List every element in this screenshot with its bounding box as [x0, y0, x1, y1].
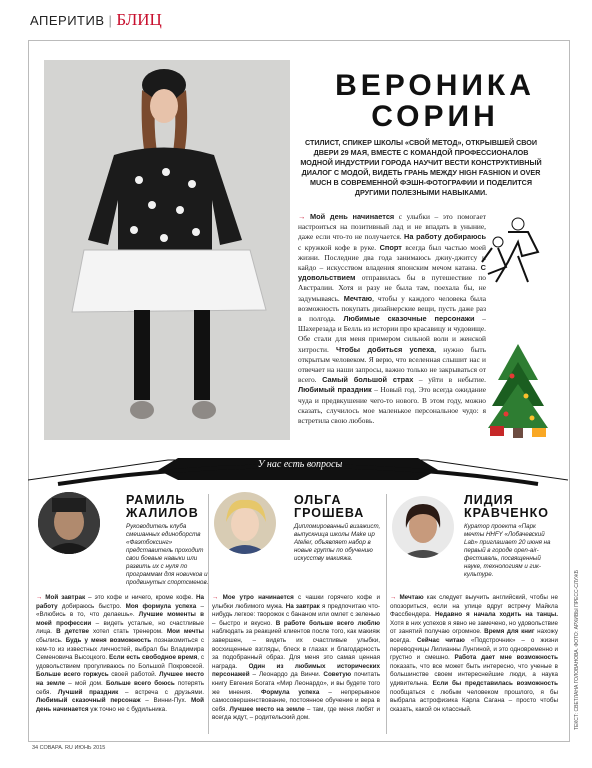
- avatar: [38, 492, 100, 554]
- body-text: – встреча с друзьями.: [118, 688, 204, 696]
- arrow-icon: →: [212, 594, 223, 601]
- body-text: – это кофе и ничего, кроме кофе.: [85, 594, 196, 601]
- body-text: с кружкой кофе в руке.: [298, 242, 380, 252]
- body-text: добираюсь быстро.: [57, 602, 126, 610]
- body-text: – там, где меня любят и всегда ждут, – родительский дом.: [212, 705, 380, 722]
- person-body: [390, 594, 558, 714]
- bold-phrase: Мой завтрак: [45, 594, 86, 601]
- bold-phrase: Один из любимых исторических персонажей: [212, 662, 380, 679]
- body-text: нахожу всегда.: [390, 628, 559, 644]
- body-text: сбылись.: [36, 636, 66, 644]
- bold-phrase: Мой день начинается: [36, 697, 204, 713]
- bold-phrase: Если есть свободное время: [108, 654, 198, 662]
- body-text: с чашки горячего кофе и улыбки любимого мужа.: [212, 594, 380, 610]
- bold-phrase: На завтрак: [285, 602, 320, 610]
- bold-phrase: Время для книг: [484, 628, 535, 636]
- bold-phrase: Если бы представилась возможность: [432, 679, 558, 687]
- site-name: СОВАРА. RU: [39, 745, 73, 751]
- person-name-line2: ЖАЛИЛОВ: [126, 506, 199, 520]
- hero-name: [300, 70, 570, 132]
- body-text: наблюдать за реакцией клиентов после того, как макияж завершен, – видеть их счастливые улыбки, восхищенные взгляды, блеск в глазах и благодарность за подобранный образ. Для меня это самая ценная награда.: [212, 628, 380, 670]
- hero-name-line2: СОРИН: [371, 100, 499, 133]
- bold-phrase: Больше всего горжусь: [36, 671, 109, 679]
- bold-phrase: На работу добираюсь: [404, 232, 487, 242]
- bold-phrase: Мой день начинается: [309, 212, 395, 221]
- section-label: АПЕРИТИВ: [30, 13, 105, 28]
- bold-phrase: Мое утро начинается: [222, 594, 294, 601]
- portrait-photo: [44, 60, 290, 440]
- divider: |: [108, 13, 113, 28]
- body-text: хотел стать тренером.: [89, 628, 167, 636]
- column-divider: [386, 494, 387, 734]
- bold-phrase: С удовольствием: [298, 263, 486, 283]
- column-divider: [208, 494, 209, 734]
- body-text: познакомиться с кем-то из известных личностей, выбрал бы Владимира Семеновича Высоцкого.: [36, 636, 204, 662]
- bold-phrase: Любимый сказочный персонаж: [36, 697, 141, 705]
- body-text: «Подстрочник» – о жизни переводчицы Лилианны Лунгиной, и это одновременно и грустно и смешно.: [390, 636, 558, 662]
- bold-phrase: Чтобы добиться успеха: [335, 344, 435, 354]
- body-text: всегда был частью моей жизни. Последние два года занимаюсь джиу-джитсу и кайдо – искусством владения японским мечом катана.: [298, 242, 487, 273]
- person-name-line1: РАМИЛЬ: [126, 493, 186, 507]
- person-name-line1: ОЛЬГА: [294, 493, 342, 507]
- person-body: [212, 594, 380, 723]
- body-text: , с удовольствием прогуливаюсь по Большой Покровской.: [36, 654, 205, 670]
- body-text: с улыбки – это помогает настроиться на позитивный лад и не впадать в уныние, даже если что-то не получается.: [298, 212, 487, 242]
- arrow-icon: →: [298, 212, 310, 221]
- hero-lead: СТИЛИСТ, СПИКЕР ШКОЛЫ «СВОЙ МЕТОД», ОТКРЫВШЕЙ СВОИ ДВЕРИ 29 МАЯ, ВМЕСТЕ С КОМАНДОЙ ПРОФЕССИОНАЛОВ МОДНОЙ ИНДУСТРИИ ГОРОДА НАУЧИТ ВЕСТИ КОНСТРУКТИВНЫЙ ДИАЛОГ С МОДОЙ, ВИДЕТЬ ГРАНЬ МЕЖДУ HIGH FASHION И OVER MUCH В СОВРЕМЕННОЙ ФЭШН-ФОТОГРАФИИ И ПОДЕЛИТСЯ ДРУГИМИ ПОЛЕЗНЫМИ НАВЫКАМИ.: [300, 138, 542, 197]
- hero-body: [298, 212, 486, 426]
- body-text: – Шахерезада и Белль из истории про красавицу и чудовище. Обе стали для меня примером сильной воли и женской хитрости.: [298, 314, 486, 354]
- body-text: – Винни-Пух.: [140, 697, 192, 705]
- body-text: – «Влюбись в то, что делаешь».: [36, 602, 204, 619]
- issue-date: ИЮНЬ 2015: [74, 745, 106, 751]
- bold-phrase: Лучшее место на земле: [229, 705, 305, 713]
- arrow-icon: →: [36, 594, 46, 601]
- body-text: – уйти в небытие.: [413, 375, 486, 385]
- person-role: Дипломированный визажист, выпускница школы Make up Atelier, объявляет набор в новые группы по обучению искусству макияжа.: [294, 523, 381, 562]
- photo-credit: [572, 460, 582, 730]
- person-body: [36, 594, 204, 714]
- body-text: почитать книгу Евгения Богата «Мир Леонардо», и вы будете того же мнения.: [212, 671, 380, 696]
- arrow-icon: →: [390, 594, 400, 601]
- bold-phrase: На работу: [36, 594, 205, 610]
- bold-phrase: Любимый праздник: [298, 385, 372, 395]
- body-text: Хотя в них успехов я явно не замечено, но удовольствие от занятий получаю огромное.: [390, 619, 558, 636]
- section-header: [30, 10, 162, 30]
- person-role: Куратор проекта «Парк мечты HHFY «Лобачевский Lab» приглашает 20 июня на первый в городе open-air-фестиваль, посвященный науке, технологиям и гик-культуре.: [464, 523, 551, 578]
- page-number: 34: [32, 745, 39, 751]
- credit-text: ТЕКСТ: СВЕТЛАНА ГОЛОВАНОВА. ФОТО: АРХИВЫ ПРЕСС-СЛУЖБ: [574, 569, 580, 730]
- christmas-tree-illustration: [488, 340, 548, 440]
- bold-phrase: Формула успеха: [260, 688, 320, 696]
- subsection-label: БЛИЦ: [116, 10, 162, 29]
- bold-phrase: Лучшие моменты в моей профессии: [36, 611, 204, 627]
- body-text: пообщаться с любым человеком прошлого, я бы выбрала астрофизика Карла Сагана – просто чтобы сказать, какой он классный.: [390, 688, 558, 713]
- bold-phrase: Мечтаю: [399, 594, 424, 601]
- page-footer: [32, 745, 105, 751]
- bold-phrase: Моя формула успеха: [125, 602, 197, 610]
- body-text: – Леонардо да Винчи.: [249, 671, 324, 679]
- body-text: – Новый год. Это всегда ожидание чуда и предвкушение чего-то нового. В этом году, можно сказать, случилось мое маленькое персональное чудо: я встретила свою любовь.: [298, 385, 486, 426]
- body-text: я предпочитаю что-нибудь легкое: творожок с бананом или омлет с зеленью – быстро и вкусно.: [212, 602, 380, 627]
- body-text: , чтобы у каждого человека была возможность покупать дизайнерские вещи, пусть даже раз в полгода.: [298, 293, 486, 324]
- body-text: показать, что все может быть интересно, что ученые в большинстве своем интереснейшие люди, а наука удивительна.: [390, 662, 558, 687]
- person-role: Руководитель клуба смешанных единоборств «Фаэтбоксинг» представитель проходит свои боевые навыки или развить их с нуля по программам для новичков и продвинутых спортсменов.: [126, 523, 209, 586]
- body-text: как следует выучить английский, чтобы не опозориться, если на улице вдруг встречу Майкла Фассбендера.: [390, 594, 558, 619]
- bold-phrase: Больше всего боюсь: [105, 679, 175, 687]
- body-text: , нужно быть открытым человеком. Я верю, что вселенная слышит нас и отвечает на наши запросы, важно только не закрываться от всего.: [298, 344, 486, 385]
- bold-phrase: Мечтаю: [343, 293, 373, 303]
- bold-phrase: Спорт: [379, 242, 402, 252]
- body-text: – мой дом.: [65, 679, 106, 687]
- bold-phrase: В работе больше всего люблю: [275, 619, 380, 627]
- judo-illustration: [478, 212, 548, 292]
- bold-phrase: Лучший праздник: [57, 688, 119, 696]
- bold-phrase: В детстве: [56, 628, 89, 636]
- bold-phrase: Советую: [323, 671, 352, 679]
- bold-phrase: Лучшее место на земле: [36, 671, 204, 687]
- person-name-line2: КРАВЧЕНКО: [464, 506, 549, 520]
- bold-phrase: Работа дает мне возможность: [454, 654, 558, 662]
- body-text: своей работой.: [108, 671, 160, 679]
- hero-name-line1: ВЕРОНИКА: [335, 69, 535, 102]
- body-text: – видеть усталые, но счастливые лица.: [36, 619, 204, 636]
- bold-phrase: Мои мечты: [166, 628, 204, 636]
- bold-phrase: Самый большой страх: [322, 375, 414, 385]
- avatar: [214, 492, 276, 554]
- bold-phrase: Сейчас читаю: [416, 636, 465, 644]
- body-text: потерять себя.: [36, 679, 204, 696]
- person-name-line2: ГРОШЕВА: [294, 506, 365, 520]
- bold-phrase: Недавно я начала ходить на танцы.: [435, 611, 558, 619]
- banner-text: У нас есть вопросы: [257, 459, 343, 470]
- person-name-line1: ЛИДИЯ: [464, 493, 514, 507]
- body-text: уж точно не с будильника.: [88, 705, 167, 713]
- avatar: [392, 496, 454, 558]
- bold-phrase: Любимые сказочные персонажи: [343, 314, 475, 324]
- body-text: – непрерывное самосовершенствование, постоянное обучение и вера в себя.: [212, 688, 381, 713]
- bold-phrase: Будь у меня возможность: [65, 636, 152, 644]
- body-text: отправилась бы в путешествие по Австралии. Хотя и разу не была там, поехала бы, не задумываясь.: [298, 273, 486, 303]
